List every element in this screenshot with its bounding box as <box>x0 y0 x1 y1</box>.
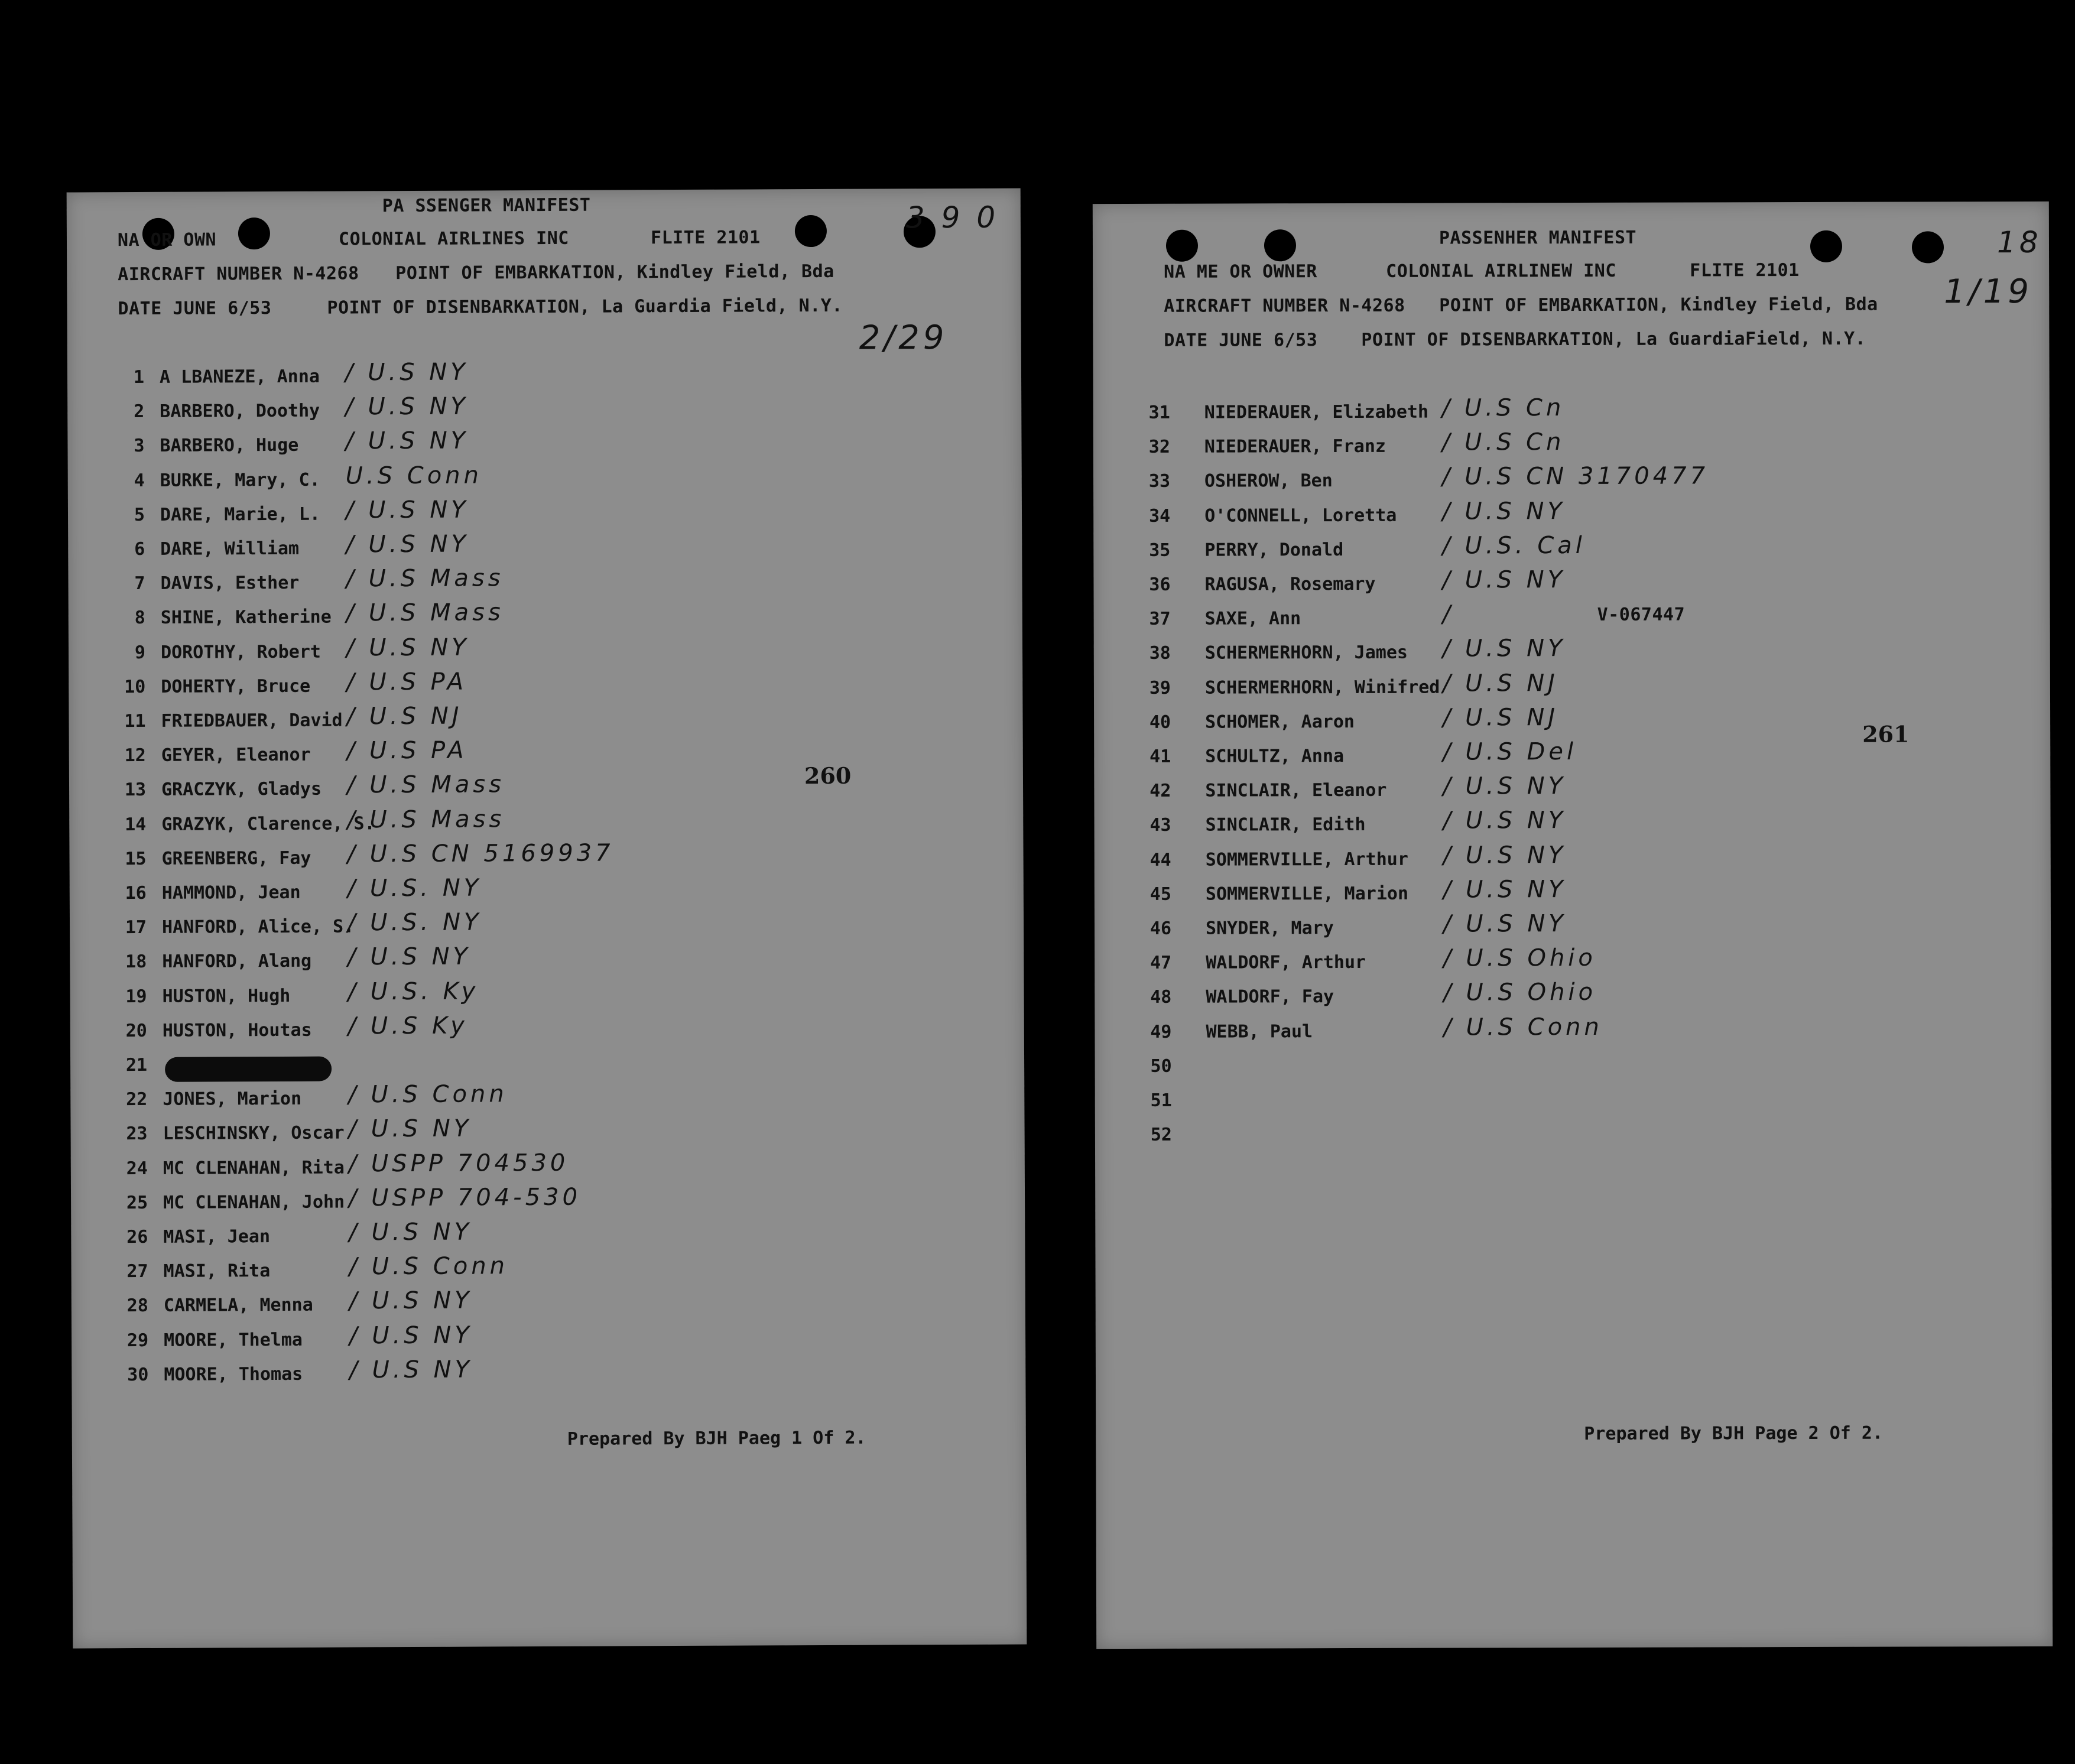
handwritten-citizenship-note: / U.S Conn <box>348 1080 508 1109</box>
redacted-name <box>165 1057 332 1082</box>
row-number: 11 <box>124 710 146 732</box>
passenger-name: MC CLENAHAN, Rita <box>163 1157 345 1179</box>
page-footer: Prepared By BJH Page 2 Of 2. <box>1584 1422 1884 1444</box>
passenger-name: CARMELA, Menna <box>163 1295 313 1317</box>
flight-date: DATE JUNE 6/53 <box>118 298 272 320</box>
passenger-name: BARBERO, Huge <box>160 435 299 457</box>
page-footer: Prepared By BJH Paeg 1 Of 2. <box>567 1427 866 1450</box>
handwritten-citizenship-note: / U.S Conn <box>1443 1013 1603 1041</box>
passenger-name: WALDORF, Fay <box>1206 986 1334 1008</box>
handwritten-citizenship-note: / U.S Mass <box>346 771 505 799</box>
passenger-name: HANFORD, Alice, S. <box>161 916 355 938</box>
row-number: 38 <box>1149 643 1171 664</box>
passenger-name: SCHULTZ, Anna <box>1205 746 1345 767</box>
punch-hole <box>1810 230 1842 262</box>
passenger-name: SHINE, Katherine <box>160 606 332 629</box>
passenger-name: DOROTHY, Robert <box>160 641 322 663</box>
handwritten-citizenship-note: / U.S Ohio <box>1443 979 1597 1006</box>
row-number: 7 <box>134 573 145 595</box>
handwritten-citizenship-note: / U.S Ohio <box>1443 944 1596 972</box>
row-number: 4 <box>134 470 145 491</box>
handwritten-citizenship-note: / U.S NY <box>349 1321 473 1350</box>
punch-hole <box>238 217 270 249</box>
row-number: 22 <box>126 1089 148 1110</box>
row-number: 3 <box>134 436 145 457</box>
handwritten-citizenship-note: / U.S NY <box>349 1287 473 1315</box>
handwritten-citizenship-note: / U.S. Ky <box>348 977 479 1006</box>
handwritten-citizenship-note: / U.S NY <box>345 427 469 455</box>
passenger-name: DARE, Marie, L. <box>160 503 321 525</box>
row-number: 2 <box>134 401 145 423</box>
handwritten-citizenship-note: / <box>1442 600 1454 628</box>
row-number: 19 <box>125 986 147 1007</box>
handwritten-citizenship-note: / U.S NY <box>1442 566 1566 594</box>
handwritten-citizenship-note: / U.S NY <box>345 358 469 386</box>
passenger-name: MASI, Jean <box>163 1226 271 1248</box>
row-number: 9 <box>134 642 146 663</box>
passenger-name: BARBERO, Doothy <box>160 400 320 423</box>
row-number: 42 <box>1149 780 1171 802</box>
passenger-name: SOMMERVILLE, Arthur <box>1205 849 1408 870</box>
handwritten-citizenship-note: / U.S NY <box>349 1356 473 1384</box>
row-number: 35 <box>1149 540 1171 561</box>
row-number: 27 <box>126 1261 148 1282</box>
handwritten-citizenship-note: / U.S NY <box>1442 635 1566 662</box>
handwritten-citizenship-note: / U.S NY <box>1443 807 1567 834</box>
punch-hole <box>1166 230 1198 262</box>
embarkation-point: POINT OF EMBARKATION, Kindley Field, Bda <box>395 261 834 284</box>
handwritten-citizenship-note: / U.S NJ <box>1443 703 1559 732</box>
passenger-name: DAVIS, Esther <box>160 573 300 595</box>
visa-note: V-067447 <box>1597 604 1686 625</box>
row-number: 51 <box>1150 1090 1172 1111</box>
handwritten-citizenship-note: / U.S NJ <box>1442 669 1559 697</box>
passenger-name: SCHOMER, Aaron <box>1205 711 1355 733</box>
row-number: 50 <box>1150 1055 1172 1077</box>
corner-handwritten-mark: 18 <box>1996 225 2042 260</box>
manifest-page-2 <box>1093 202 2053 1649</box>
row-number: 47 <box>1149 952 1172 974</box>
stamp-number: 260 <box>804 762 852 790</box>
aircraft-number: AIRCRAFT NUMBER N-4268 <box>118 263 359 285</box>
row-number: 24 <box>126 1158 148 1179</box>
disembarkation-point: POINT OF DISENBARKATION, La GuardiaField, N.Y. <box>1361 328 1866 350</box>
handwritten-citizenship-note: / U.S NY <box>346 634 470 662</box>
row-number: 10 <box>124 676 146 697</box>
row-number: 34 <box>1149 505 1171 527</box>
row-number: 1 <box>133 366 145 388</box>
passenger-name: PERRY, Donald <box>1204 539 1344 561</box>
handwritten-citizenship-note: / U.S Cn <box>1441 428 1565 456</box>
owner-name: COLONIAL AIRLINEW INC <box>1386 260 1616 282</box>
handwritten-citizenship-note: / U.S Conn <box>349 1252 509 1281</box>
handwritten-citizenship-note: / U.S NY <box>1443 772 1567 800</box>
row-number: 32 <box>1148 436 1170 458</box>
passenger-name: GEYER, Eleanor <box>161 744 311 766</box>
passenger-name: MASI, Rita <box>163 1261 271 1282</box>
row-number: 21 <box>125 1054 148 1076</box>
handwritten-citizenship-note: / U.S PA <box>346 668 467 696</box>
passenger-name: SCHERMERHORN, Winifred <box>1204 677 1440 699</box>
row-number: 31 <box>1148 402 1170 423</box>
row-number: 46 <box>1149 918 1172 939</box>
passenger-name: O'CONNELL, Loretta <box>1204 505 1397 527</box>
row-number: 15 <box>125 848 147 869</box>
handwritten-citizenship-note: / U.S NY <box>349 1218 473 1246</box>
handwritten-citizenship-note: / U.S. NY <box>347 874 482 902</box>
row-number: 23 <box>126 1123 148 1145</box>
disembarkation-point: POINT OF DISENBARKATION, La Guardia Field, N.Y. <box>327 295 843 319</box>
passenger-name: HAMMOND, Jean <box>161 882 301 904</box>
handwritten-citizenship-note: / U.S NY <box>345 496 469 524</box>
passenger-name: FRIEDBAUER, David <box>161 710 343 732</box>
name-or-owner-label: NA ME OR OWNER <box>1164 261 1318 282</box>
row-number: 49 <box>1150 1021 1172 1042</box>
row-number: 44 <box>1149 849 1171 870</box>
handwritten-citizenship-note: / U.S Cn <box>1441 394 1565 422</box>
row-number: 20 <box>125 1020 147 1041</box>
row-number: 26 <box>126 1226 148 1248</box>
row-number: 29 <box>126 1330 149 1351</box>
flight-date: DATE JUNE 6/53 <box>1164 330 1318 351</box>
row-number: 41 <box>1149 746 1171 767</box>
row-number: 8 <box>134 608 145 629</box>
handwritten-citizenship-note: U.S Conn <box>345 462 483 490</box>
row-number: 28 <box>126 1295 148 1317</box>
passenger-name: SINCLAIR, Eleanor <box>1205 780 1387 801</box>
row-number: 48 <box>1150 987 1172 1008</box>
row-number: 12 <box>124 745 146 766</box>
passenger-name: JONES, Marion <box>163 1089 302 1110</box>
row-number: 13 <box>124 779 147 801</box>
manifest-page-1 <box>67 188 1027 1648</box>
passenger-name: OSHEROW, Ben <box>1204 470 1333 492</box>
passenger-name: NIEDERAUER, Franz <box>1204 436 1386 457</box>
passenger-name: SOMMERVILLE, Marion <box>1205 883 1409 905</box>
passenger-name: NIEDERAUER, Elizabeth <box>1204 401 1429 423</box>
passenger-name: BURKE, Mary, C. <box>160 469 320 491</box>
row-number: 16 <box>125 882 147 904</box>
passenger-name: SAXE, Ann <box>1204 608 1301 629</box>
passenger-name: DARE, William <box>160 538 300 560</box>
passenger-name: MOORE, Thelma <box>164 1329 303 1351</box>
passenger-name: GRACZYK, Gladys <box>161 779 322 801</box>
handwritten-citizenship-note: / U.S Mass <box>347 805 505 834</box>
corner-handwritten-mark: 3 9 0 <box>905 200 999 235</box>
passenger-name: WEBB, Paul <box>1206 1021 1313 1042</box>
handwritten-citizenship-note: / U.S PA <box>346 736 467 765</box>
passenger-name: HUSTON, Hugh <box>162 985 291 1007</box>
handwritten-citizenship-note: / U.S NY <box>1442 497 1566 525</box>
owner-name: COLONIAL AIRLINES INC <box>338 228 569 250</box>
flight-number: FLITE 2101 <box>1690 259 1800 281</box>
row-number: 52 <box>1150 1124 1172 1146</box>
handwritten-citizenship-note: / U.S NY <box>346 530 469 558</box>
row-number: 6 <box>134 538 145 560</box>
passenger-name: HUSTON, Houtas <box>162 1019 312 1041</box>
corner-handwritten-mark-2: 2/29 <box>859 319 948 358</box>
row-number: 40 <box>1149 712 1171 733</box>
row-number: 5 <box>134 504 145 525</box>
handwritten-citizenship-note: / U.S. Cal <box>1442 531 1586 560</box>
passenger-name: MC CLENAHAN, John <box>163 1191 345 1213</box>
row-number: 36 <box>1149 574 1171 595</box>
flight-number: FLITE 2101 <box>650 227 761 249</box>
row-number: 18 <box>125 951 147 973</box>
passenger-name: GRAZYK, Clarence, S. <box>161 813 375 835</box>
handwritten-citizenship-note: / U.S NY <box>345 392 469 421</box>
passenger-name: A LBANEZE, Anna <box>159 366 320 388</box>
handwritten-citizenship-note: / U.S NY <box>348 943 472 971</box>
passenger-name: WALDORF, Arthur <box>1206 952 1366 973</box>
passenger-name: MOORE, Thomas <box>164 1363 303 1385</box>
handwritten-citizenship-note: / U.S CN 5169937 <box>347 839 614 868</box>
stamp-number: 261 <box>1862 720 1910 748</box>
passenger-name: LESCHINSKY, Oscar <box>163 1122 345 1145</box>
passenger-name: RAGUSA, Rosemary <box>1204 573 1376 595</box>
embarkation-point: POINT OF EMBARKATION, Kindley Field, Bda <box>1439 294 1878 316</box>
punch-hole <box>1264 229 1296 261</box>
passenger-name: SNYDER, Mary <box>1205 918 1334 939</box>
row-number: 45 <box>1149 883 1171 905</box>
handwritten-citizenship-note: / U.S NY <box>1443 875 1567 904</box>
handwritten-citizenship-note: / U.S NY <box>1443 841 1567 869</box>
aircraft-number: AIRCRAFT NUMBER N-4268 <box>1164 295 1405 317</box>
handwritten-citizenship-note: / U.S Ky <box>348 1012 469 1040</box>
handwritten-citizenship-note: / USPP 704-530 <box>348 1183 582 1212</box>
row-number: 39 <box>1149 677 1171 699</box>
manifest-title: PA SSENGER MANIFEST <box>382 194 591 217</box>
passenger-name: GREENBERG, Fay <box>161 847 311 869</box>
manifest-title: PASSENHER MANIFEST <box>1438 227 1637 249</box>
punch-hole <box>1912 231 1944 263</box>
row-number: 17 <box>125 917 147 938</box>
corner-handwritten-mark-2: 1/19 <box>1944 272 2033 311</box>
name-or-owner-label: NA OR OWN <box>117 229 217 251</box>
handwritten-citizenship-note: / U.S CN 3170477 <box>1441 462 1709 490</box>
handwritten-citizenship-note: / U.S Mass <box>346 599 504 627</box>
handwritten-citizenship-note: / U.S. NY <box>347 908 482 937</box>
passenger-name: SCHERMERHORN, James <box>1204 642 1408 664</box>
handwritten-citizenship-note: / USPP 704530 <box>348 1149 569 1178</box>
row-number: 43 <box>1149 815 1171 836</box>
row-number: 33 <box>1148 471 1171 492</box>
row-number: 37 <box>1149 608 1171 630</box>
row-number: 14 <box>125 814 147 835</box>
handwritten-citizenship-note: / U.S Del <box>1443 738 1577 766</box>
handwritten-citizenship-note: / U.S NY <box>1443 910 1567 938</box>
punch-hole <box>795 215 827 247</box>
row-number: 30 <box>127 1364 149 1385</box>
handwritten-citizenship-note: / U.S Mass <box>346 564 504 593</box>
handwritten-citizenship-note: / U.S NJ <box>346 702 463 730</box>
handwritten-citizenship-note: / U.S NY <box>348 1115 472 1143</box>
passenger-name: DOHERTY, Bruce <box>161 675 311 697</box>
passenger-name: SINCLAIR, Edith <box>1205 814 1366 836</box>
passenger-name: HANFORD, Alang <box>162 951 312 973</box>
row-number: 25 <box>126 1192 148 1213</box>
